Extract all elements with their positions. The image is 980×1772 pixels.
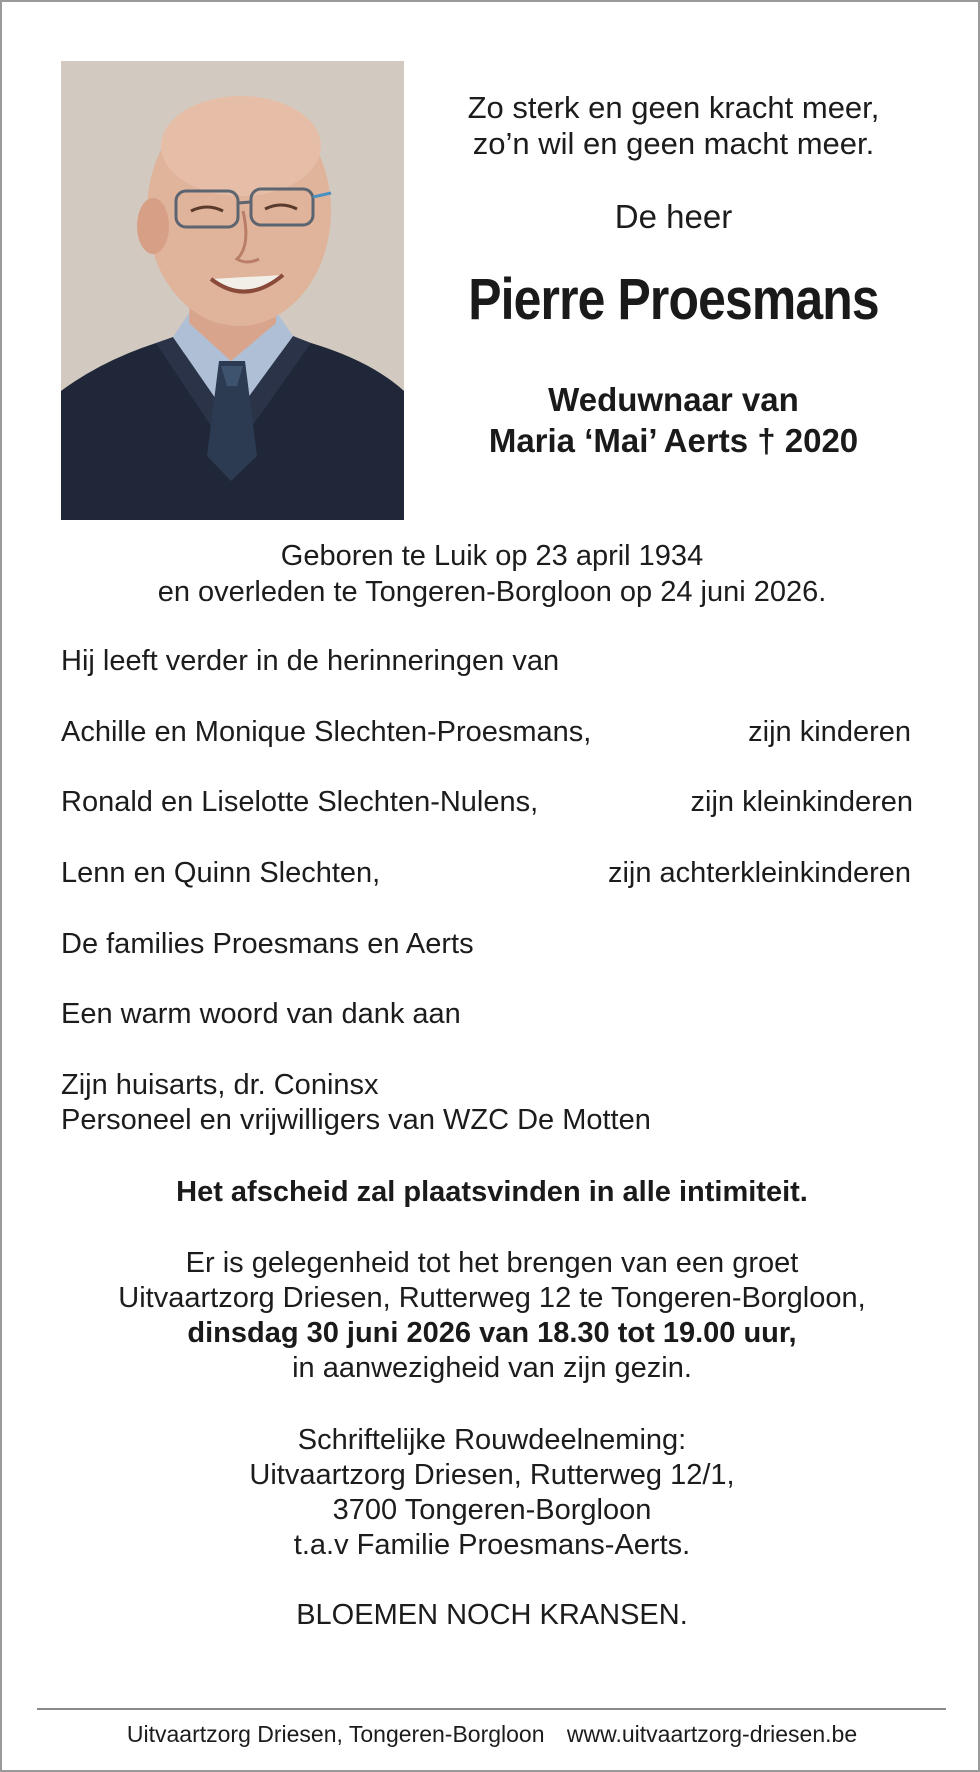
condolences-line: 3700 Tongeren-Borgloon	[332, 1494, 652, 1526]
flowers-notice: BLOEMEN NOCH KRANSEN.	[296, 1599, 688, 1631]
visitation-line: Uitvaartzorg Driesen, Rutterweg 12 te Tongeren-Borgloon,	[118, 1282, 866, 1314]
thanks-item: Zijn huisarts, dr. Coninsx	[61, 1069, 379, 1101]
farewell-notice: Het afscheid zal plaatsvinden in alle intimiteit.	[176, 1176, 808, 1208]
verse	[432, 90, 915, 162]
visitation-line: in aanwezigheid van zijn gezin.	[292, 1352, 692, 1384]
relative-names: Ronald en Liselotte Slechten-Nulens,	[61, 786, 539, 818]
salutation: De heer	[614, 198, 733, 235]
footer	[42, 1721, 942, 1748]
families-line: De families Proesmans en Aerts	[61, 928, 474, 960]
footer-website-link[interactable]: www.uitvaartzorg-driesen.be	[566, 1721, 858, 1747]
thanks-intro: Een warm woord van dank aan	[61, 998, 461, 1030]
relative-relation: zijn kleinkinderen	[690, 786, 913, 818]
thanks-item: Personeel en vrijwilligers van WZC De Motten	[61, 1104, 651, 1136]
thanks-list	[61, 1068, 651, 1138]
verse-line: Zo sterk en geen kracht meer,	[467, 90, 880, 125]
relative-relation: zijn achterkleinkinderen	[607, 857, 911, 889]
condolences-line: Schriftelijke Rouwdeelneming:	[297, 1424, 687, 1456]
visitation-datetime: dinsdag 30 juni 2026 van 18.30 tot 19.00 uur,	[187, 1317, 797, 1349]
widower-notice	[432, 379, 915, 461]
footer-company: Uitvaartzorg Driesen, Tongeren-Borgloon	[126, 1721, 545, 1747]
verse-line: zo’n wil en geen macht meer.	[472, 126, 875, 161]
condolences-line: t.a.v Familie Proesmans-Aerts.	[293, 1529, 691, 1561]
widower-line: Weduwnaar van	[548, 381, 799, 418]
memories-intro: Hij leeft verder in de herinneringen van	[61, 645, 560, 677]
condolences-info	[42, 1423, 942, 1563]
footer-divider	[37, 1708, 946, 1710]
portrait-photo	[61, 61, 404, 520]
deceased-name: Pierre Proesmans	[468, 267, 879, 332]
visitation-line: Er is gelegenheid tot het brengen van een groet	[185, 1247, 799, 1279]
birth-death-info	[62, 538, 922, 610]
condolences-line: Uitvaartzorg Driesen, Rutterweg 12/1,	[249, 1459, 735, 1491]
visitation-info	[42, 1246, 942, 1386]
relative-names: Lenn en Quinn Slechten,	[61, 857, 381, 889]
widower-line: Maria ‘Mai’ Aerts † 2020	[488, 422, 859, 459]
death-line: en overleden te Tongeren-Borgloon op 24 juni 2026.	[157, 576, 827, 608]
relative-names: Achille en Monique Slechten-Proesmans,	[61, 716, 592, 748]
birth-line: Geboren te Luik op 23 april 1934	[280, 540, 704, 572]
relative-relation: zijn kinderen	[748, 716, 911, 748]
